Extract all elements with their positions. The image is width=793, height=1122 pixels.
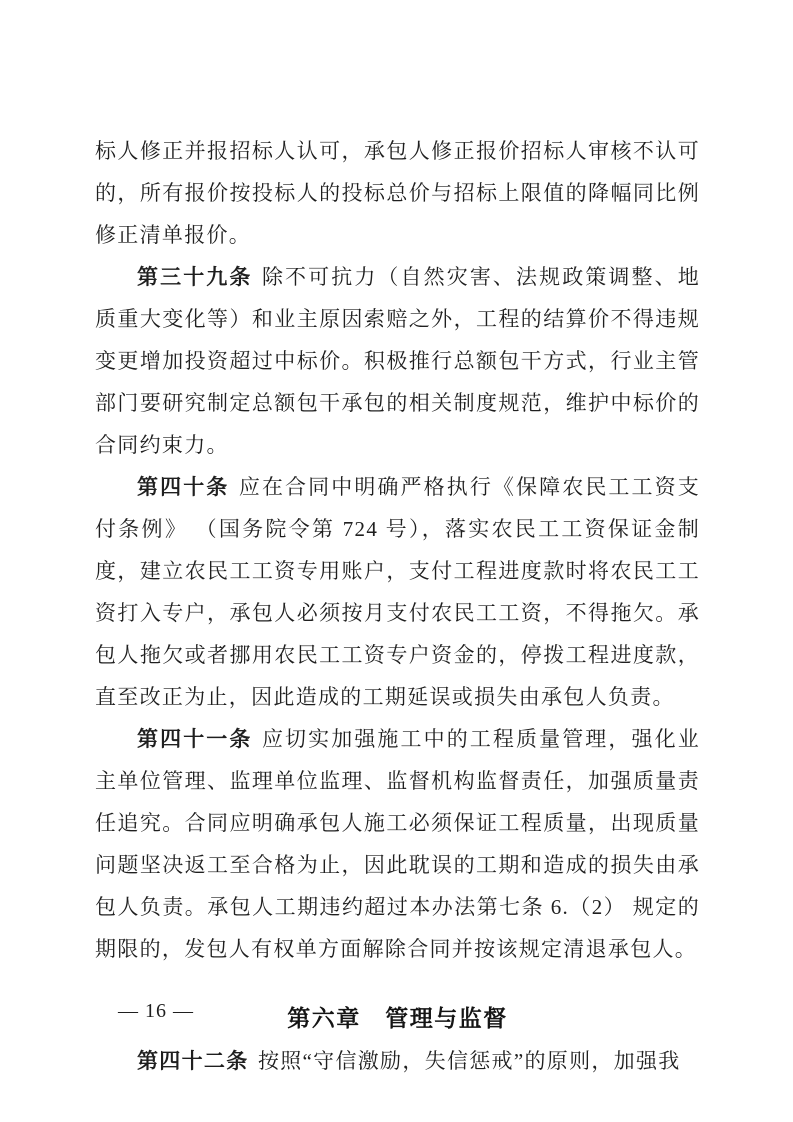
body-paragraph bbox=[95, 466, 700, 718]
article-number: 第四十二条 bbox=[137, 1049, 249, 1073]
paragraph-text: 按照“守信激励，失信惩戒”的原则，加强我 bbox=[257, 1049, 681, 1073]
paragraph-text: 应在合同中明确严格执行《保障农民工工资支付条例》 （国务院令第 724 号），落实农民工工资保证金制度，建立农民工工资专用账户，支付工程进度款时将农民工工资打入专户，承包人必须按月支付农民工工资，不得拖欠。承包人拖欠或者挪用农民工工资专户资金的，停拨工程进度款，直至改正为止，因此造成的工期延误或损失由承包人负责。 bbox=[95, 475, 701, 709]
article-number: 第四十一条 bbox=[137, 727, 253, 751]
chapter-heading: 第六章 管理与监督 bbox=[287, 1005, 508, 1031]
paragraph-text: 标人修正并报招标人认可，承包人修正报价招标人审核不认可的，所有报价按投标人的投标总价与招标上限值的降幅同比例修正清单报价。 bbox=[95, 139, 700, 247]
body-paragraphs-after-heading-section bbox=[95, 1040, 700, 1082]
article-number: 第三十九条 bbox=[137, 265, 253, 289]
body-paragraph bbox=[95, 1040, 700, 1082]
body-paragraph bbox=[95, 130, 700, 256]
paragraph-text: 除不可抗力（自然灾害、法规政策调整、地质重大变化等）和业主原因索赔之外，工程的结算价不得违规变更增加投资超过中标价。积极推行总额包干方式，行业主管部门要研究制定总额包干承包的相关制度规范，维护中标价的合同约束力。 bbox=[95, 265, 701, 457]
paragraph-text: 应切实加强施工中的工程质量管理，强化业主单位管理、监理单位监理、监督机构监督责任，加强质量责任追究。合同应明确承包人施工必须保证工程质量，出现质量问题坚决返工至合格为止，因此耽误的工期和造成的损失由承包人负责。承包人工期违约超过本办法第七条 6.（2） 规定的期限的，发包人有权单方面解除合同并按该规定清退承包人。 bbox=[95, 727, 701, 961]
body-paragraphs-section bbox=[95, 130, 700, 970]
body-paragraph bbox=[95, 718, 700, 970]
body-paragraph bbox=[95, 256, 700, 466]
document-body bbox=[95, 0, 700, 1082]
article-number: 第四十条 bbox=[137, 475, 230, 499]
page-number: — 16 — bbox=[118, 1000, 194, 1022]
